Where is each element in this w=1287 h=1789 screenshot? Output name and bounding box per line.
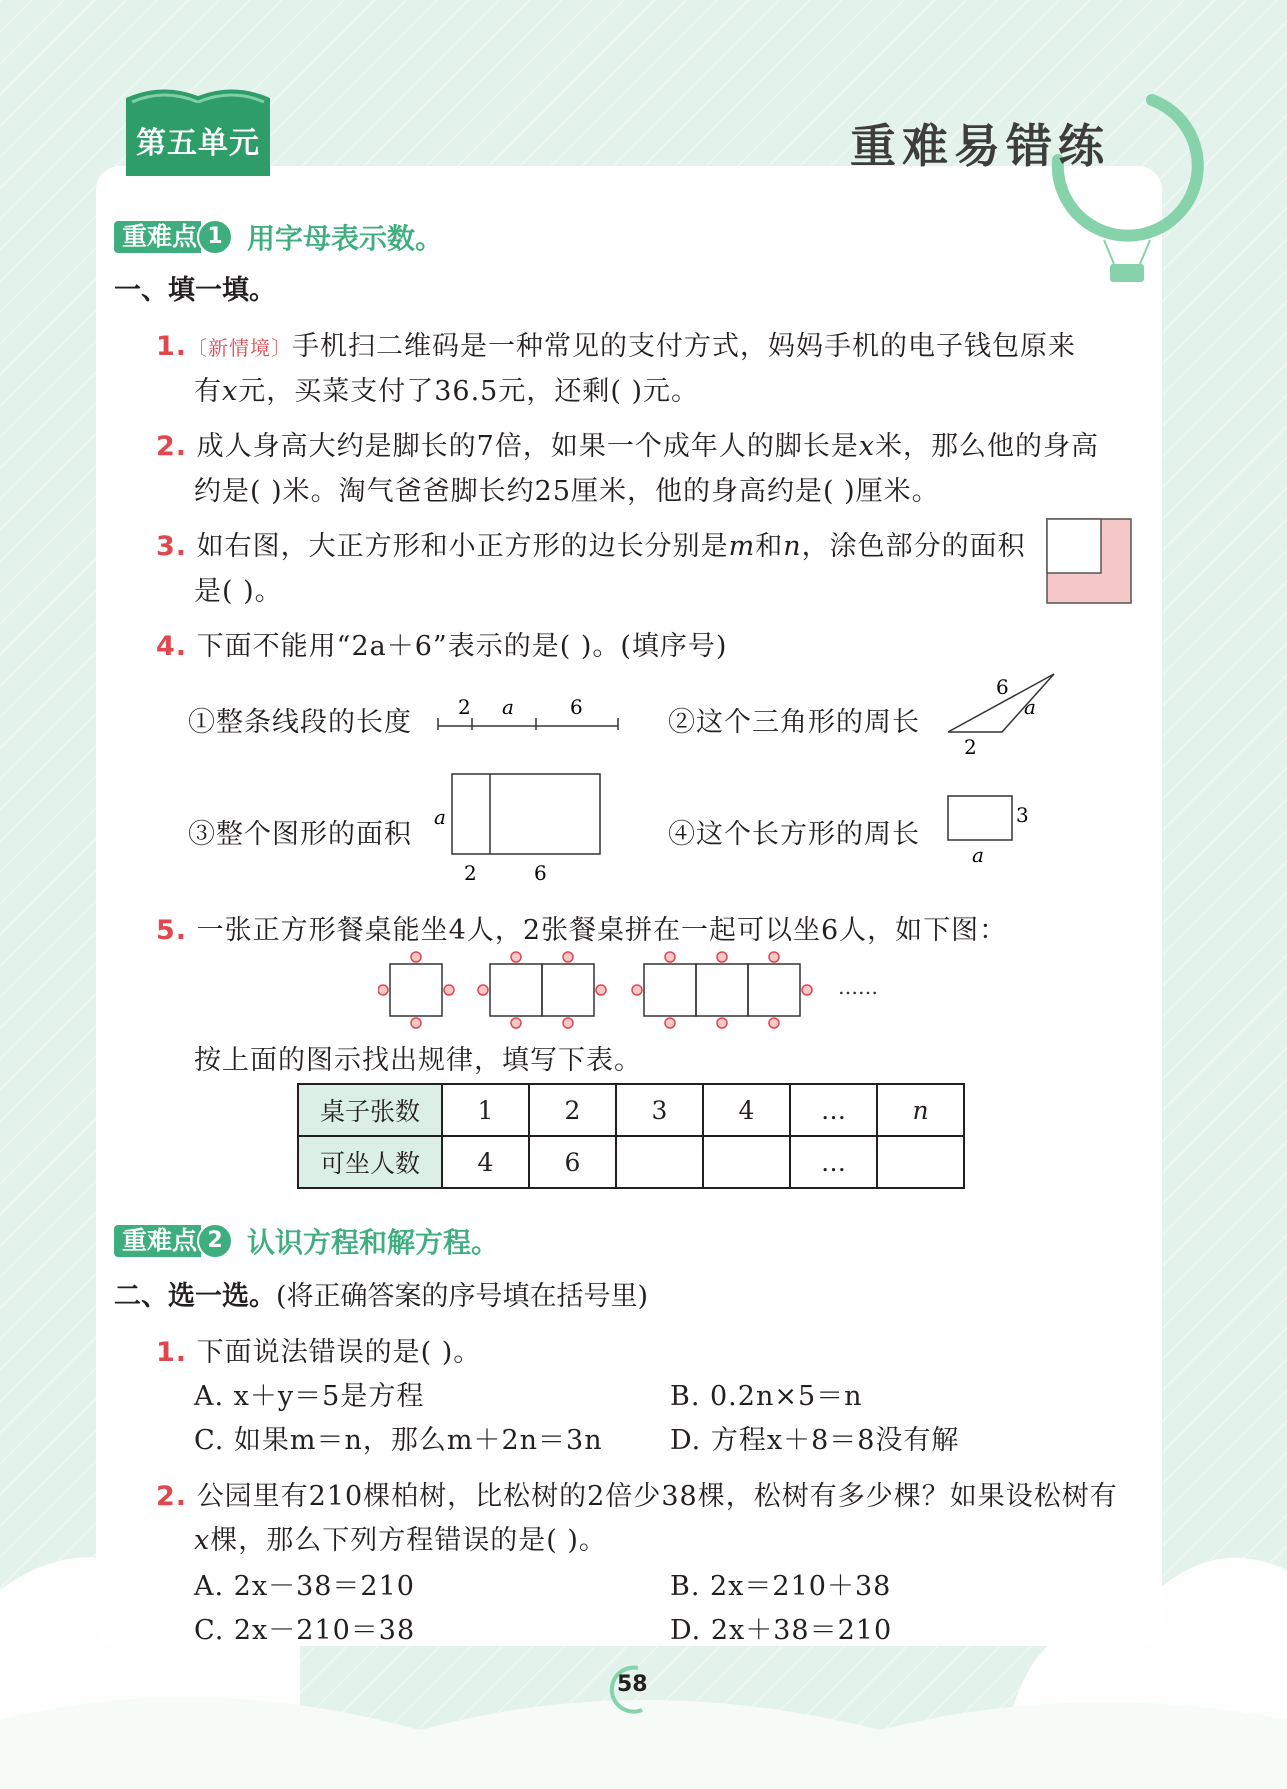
- segment-label-6: 6: [570, 696, 583, 719]
- table-cell: 6: [529, 1136, 616, 1188]
- table-cell: …: [790, 1136, 877, 1188]
- question-5: [156, 908, 1007, 947]
- small-rectangle-figure: [944, 790, 1034, 866]
- triangle-label-2: 2: [964, 735, 977, 759]
- question-4: [156, 624, 727, 663]
- mc1-option-b[interactable]: B. 0.2n×5＝n: [670, 1381, 863, 1412]
- question-text: 元，买菜支付了36.5元，还剩( )元。: [238, 376, 700, 407]
- key-point-2: [114, 1224, 499, 1258]
- mc2-option-a[interactable]: A. 2x－38＝210: [194, 1571, 415, 1602]
- table-header-cell: 桌子张数: [298, 1084, 442, 1136]
- question-number: 2.: [156, 1481, 188, 1512]
- triangle-label-6: 6: [996, 675, 1009, 699]
- mc1-option-d[interactable]: D. 方程x＋8＝8没有解: [670, 1425, 960, 1456]
- option-1-label: ①整条线段的长度: [188, 707, 412, 738]
- table-row: [298, 1136, 964, 1188]
- question-2-line-2: 约是( )米。淘气爸爸脚长约25厘米，他的身高约是( )厘米。: [194, 476, 940, 507]
- question-text: 手机扫二维码是一种常见的支付方式，妈妈手机的电子钱包原来: [292, 331, 1077, 362]
- page-number: 58: [617, 1672, 648, 1697]
- question-number: 4.: [156, 631, 188, 662]
- question-number: 1.: [156, 331, 188, 362]
- mc-question-2-line-1: [156, 1474, 1118, 1513]
- key-point-number: 1: [197, 219, 233, 255]
- box-label-a: a: [972, 843, 984, 866]
- question-1-line-2: [194, 369, 699, 408]
- table-instruction: 按上面的图示找出规律，填写下表。: [194, 1045, 642, 1076]
- question-1-line-1: [156, 324, 1076, 363]
- question-text: 公园里有210棵柏树，比松树的2倍少38棵，松树有多少棵？如果设松树有: [196, 1481, 1118, 1512]
- variable: n: [783, 531, 802, 562]
- pattern-ellipsis: ……: [838, 975, 878, 999]
- unit-label: 第五单元: [136, 126, 260, 161]
- answer-cell[interactable]: [703, 1136, 790, 1188]
- triangle-label-a: a: [1024, 695, 1036, 719]
- triangle-figure: [944, 670, 1064, 760]
- question-number: 5.: [156, 915, 188, 946]
- variable: x: [222, 376, 239, 407]
- question-text: 下面不能用“2a＋6”表示的是( )。(填序号): [196, 631, 728, 662]
- question-number: 2.: [156, 431, 188, 462]
- mc1-option-a[interactable]: A. x＋y＝5是方程: [194, 1381, 425, 1412]
- table-header-cell: 可坐人数: [298, 1136, 442, 1188]
- segment-label-2: 2: [458, 696, 471, 719]
- variable: x: [194, 1525, 211, 1556]
- mc2-option-b[interactable]: B. 2x＝210＋38: [670, 1571, 892, 1602]
- option-2-label: ②这个三角形的周长: [668, 707, 920, 738]
- option-3-label: ③整个图形的面积: [188, 819, 412, 850]
- key-point-1: [114, 220, 443, 254]
- question-number: 1.: [156, 1337, 188, 1368]
- question-3-line-1: [156, 524, 1026, 563]
- question-text: 米，那么他的身高: [875, 431, 1100, 462]
- section-note: (将正确答案的序号填在括号里): [276, 1281, 649, 1312]
- mc-question-2-line-2: [194, 1518, 607, 1557]
- table-cell: …: [790, 1084, 877, 1136]
- question-2-line-1: [156, 424, 1099, 463]
- page-heading: 重难易错练: [850, 119, 1110, 173]
- rect-label-2: 2: [464, 861, 477, 885]
- question-text: 成人身高大约是脚长的7倍，如果一个成年人的脚长是: [196, 431, 859, 462]
- mc2-option-c[interactable]: C. 2x－210＝38: [194, 1615, 416, 1646]
- pattern-table: [297, 1083, 965, 1189]
- question-text: 一张正方形餐桌能坐4人，2张餐桌拼在一起可以坐6人，如下图：: [196, 915, 1008, 946]
- mc2-option-d[interactable]: D. 2x＋38＝210: [670, 1615, 893, 1646]
- table-cell: 3: [616, 1084, 703, 1136]
- rectangle-area-figure: [430, 770, 610, 886]
- key-point-tag: 重难点: [114, 221, 201, 253]
- table-cell: 1: [442, 1084, 529, 1136]
- rect-label-6: 6: [534, 861, 547, 885]
- section-title: 二、选一选。: [114, 1281, 276, 1312]
- answer-cell[interactable]: [616, 1136, 703, 1188]
- question-text: 如右图，大正方形和小正方形的边长分别是: [196, 531, 729, 562]
- key-point-title: 认识方程和解方程。: [247, 1226, 500, 1259]
- rect-label-a: a: [434, 805, 446, 829]
- answer-cell[interactable]: [877, 1136, 964, 1188]
- segment-label-a: a: [502, 696, 514, 719]
- new-context-tag: 〔新情境〕: [187, 336, 293, 360]
- question-text: 和: [755, 531, 784, 562]
- table-cell: 2: [529, 1084, 616, 1136]
- table-cell: 4: [442, 1136, 529, 1188]
- option-4-label: ④这个长方形的周长: [668, 819, 920, 850]
- tables-pattern-figure: [378, 950, 898, 1030]
- question-text: 下面说法错误的是( )。: [196, 1337, 482, 1368]
- mc-question-1: [156, 1330, 481, 1369]
- question-text: 有: [194, 376, 222, 407]
- key-point-tag: 重难点: [114, 1225, 201, 1257]
- section-2-title: [114, 1274, 648, 1313]
- section-1-title: 一、填一填。: [114, 275, 276, 306]
- table-row: [298, 1084, 964, 1136]
- segment-figure: [436, 696, 622, 736]
- box-label-3: 3: [1016, 803, 1029, 827]
- key-point-title: 用字母表示数。: [247, 222, 444, 255]
- table-cell: 4: [703, 1084, 790, 1136]
- variable: m: [728, 531, 756, 562]
- question-3-line-2: 是( )。: [194, 576, 283, 607]
- question-number: 3.: [156, 531, 188, 562]
- table-cell: n: [877, 1084, 964, 1136]
- squares-figure: [1046, 518, 1134, 606]
- question-text: 棵，那么下列方程错误的是( )。: [210, 1525, 607, 1556]
- unit-badge: [122, 80, 274, 180]
- mc1-option-c[interactable]: C. 如果m＝n，那么m＋2n＝3n: [194, 1425, 603, 1456]
- variable: x: [858, 431, 876, 462]
- key-point-number: 2: [197, 1223, 233, 1259]
- question-text: ，涂色部分的面积: [801, 531, 1026, 562]
